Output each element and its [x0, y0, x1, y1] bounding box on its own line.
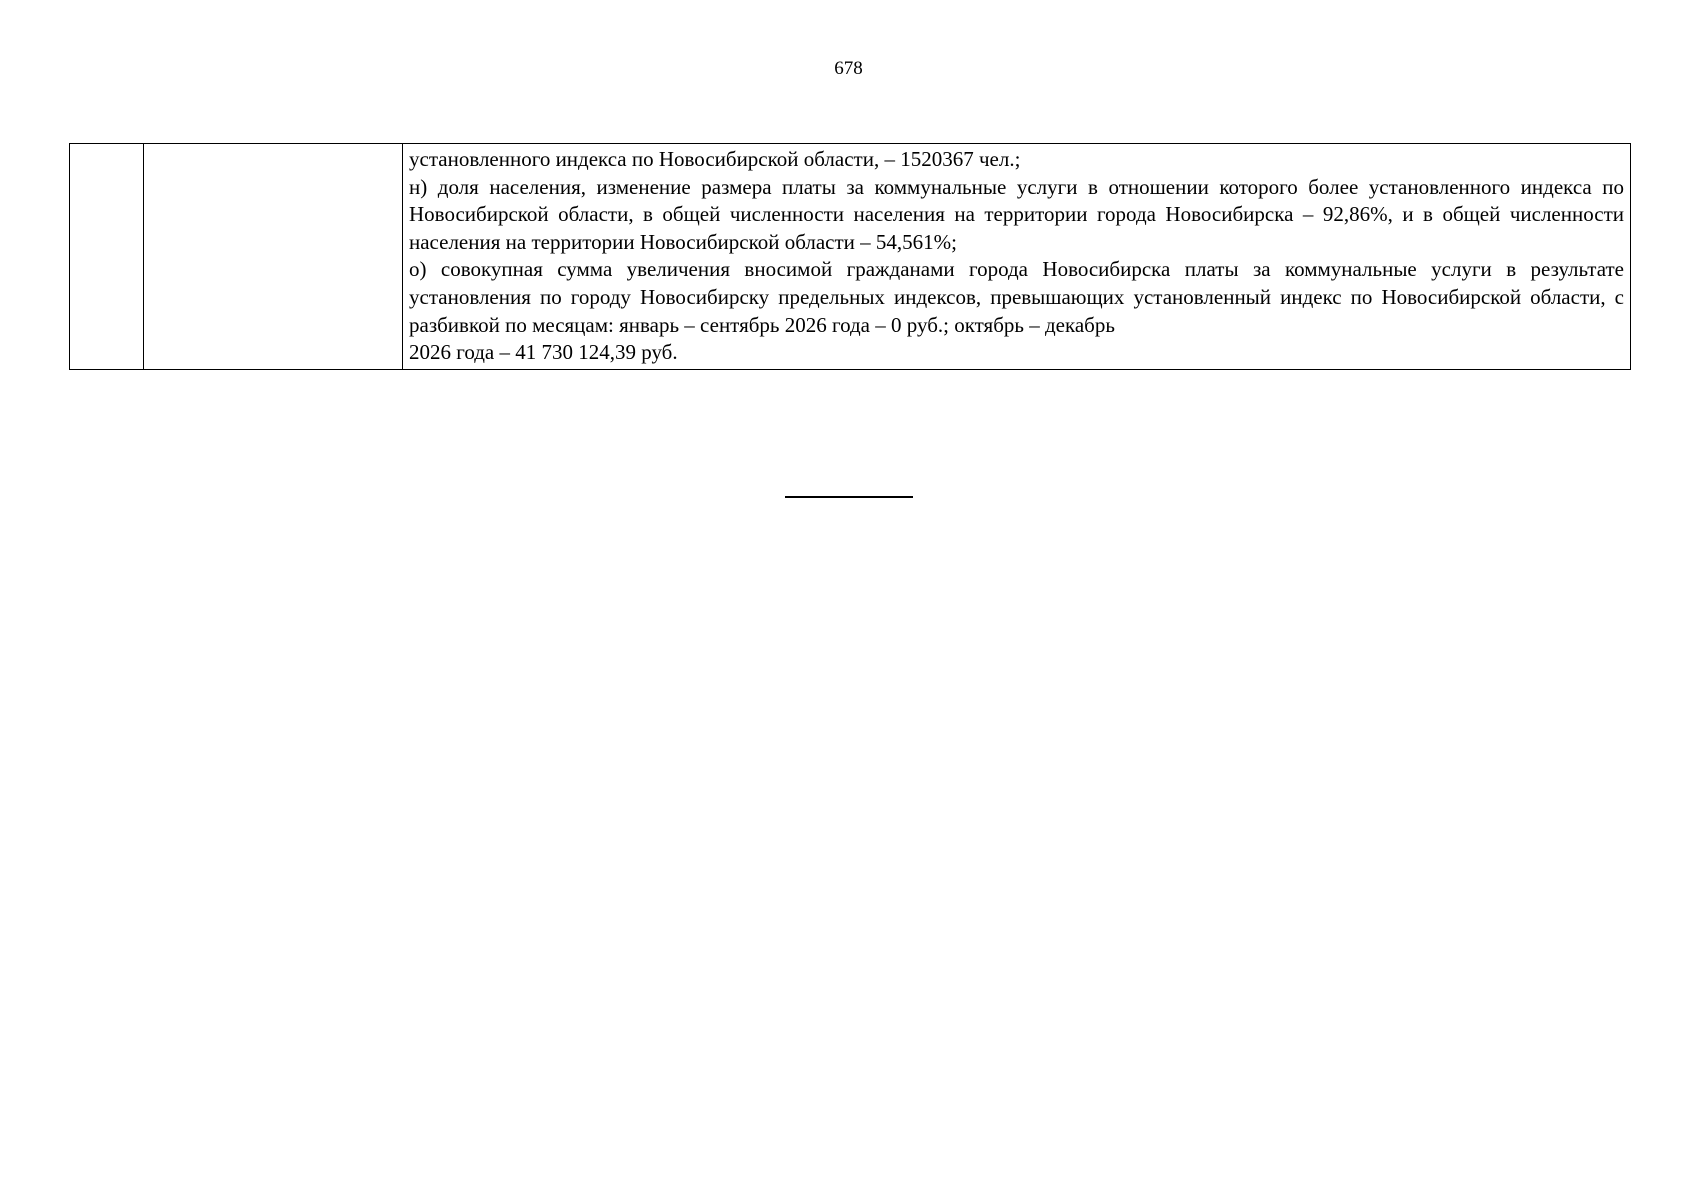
item-m-tail: установленного индекса по Новосибирской области, – 1520367 чел.; [409, 147, 1021, 171]
item-o-continuation: 2026 года – 41 730 124,39 руб. [409, 340, 678, 365]
item-o: о) совокупная сумма увеличения вносимой гражданами города Новосибирска платы за коммунальные услуги в результате установления по городу Новосибирску предельных индексов, превышающих установленный индекс по Новосибирской области, с разбивкой по месяцам: январь – сентябрь 2026 года – 0 руб.; октябрь – декабрь [409, 257, 1624, 337]
table-cell-number [70, 144, 144, 370]
item-n: н) доля населения, изменение размера платы за коммунальные услуги в отношении которого более установленного индекса по Новосибирской области, в общей численности населения на территории города Новосибирска – 92,86%, и в общей численности населения на территории Новосибирской области – 54,561%; [409, 174, 1624, 254]
page-number: 678 [834, 58, 863, 79]
table-cell-content [403, 144, 1631, 370]
document-table [69, 143, 1631, 370]
end-separator-line [785, 496, 913, 498]
table-cell-name [144, 144, 403, 370]
cell-content-text [403, 144, 1630, 369]
table-row [70, 144, 1631, 370]
